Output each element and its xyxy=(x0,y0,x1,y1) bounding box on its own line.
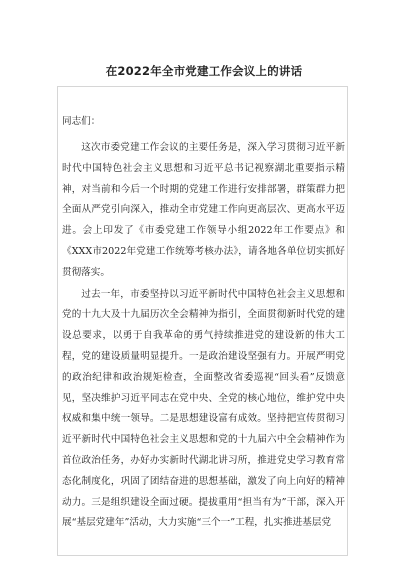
document-body xyxy=(62,138,345,534)
document-title: 在2022年全市党建工作会议上的讲话 xyxy=(105,64,303,78)
paragraph-2: 过去一年，市委坚持以习近平新时代中国特色社会主义思想和党的十九大及十九届历次全会精神为指引，全面贯彻新时代党的建设总要求，以勇于自我革命的勇气持续推进党的建设新的伟大工程，党的建设质量明显提升。一是政治建设坚强有力。开展严明党的政治纪律和政治规矩检查，全面整改省委巡视“回头看”反馈意见，坚决维护习近平同志在党中央、全党的核心地位，维护党中央权威和集中统一领导。二是思想建设富有成效。坚持把宣传贯彻习近平新时代中国特色社会主义思想和党的十九届六中全会精神作为首位政治任务，办好办实新时代湖北讲习所，推进党史学习教育常态化制度化，巩固了团结奋进的思想基础，激发了向上向好的精神动力。三是组织建设全面过硬。提拔重用“担当有为”干部，深入开展“基层党建年”活动，大力实施“三个一”工程，扎实推进基层党 xyxy=(62,288,345,529)
paragraph-1: 这次市委党建工作会议的主要任务是，深入学习贯彻习近平新时代中国特色社会主义思想和习近平总书记视察湖北重要指示精神，对当前和今后一个时期的党建工作进行安排部署，群策群力把全面从严党引向深入，推动全市党建工作向更高层次、更高水平迈进。会上印发了《市委党建工作领导小组2022年工作要点》和《XXX市2022年党建工作统筹考核办法》，请各地各单位切实抓好贯彻落实。 xyxy=(62,142,345,278)
greeting: 同志们： xyxy=(62,116,101,127)
